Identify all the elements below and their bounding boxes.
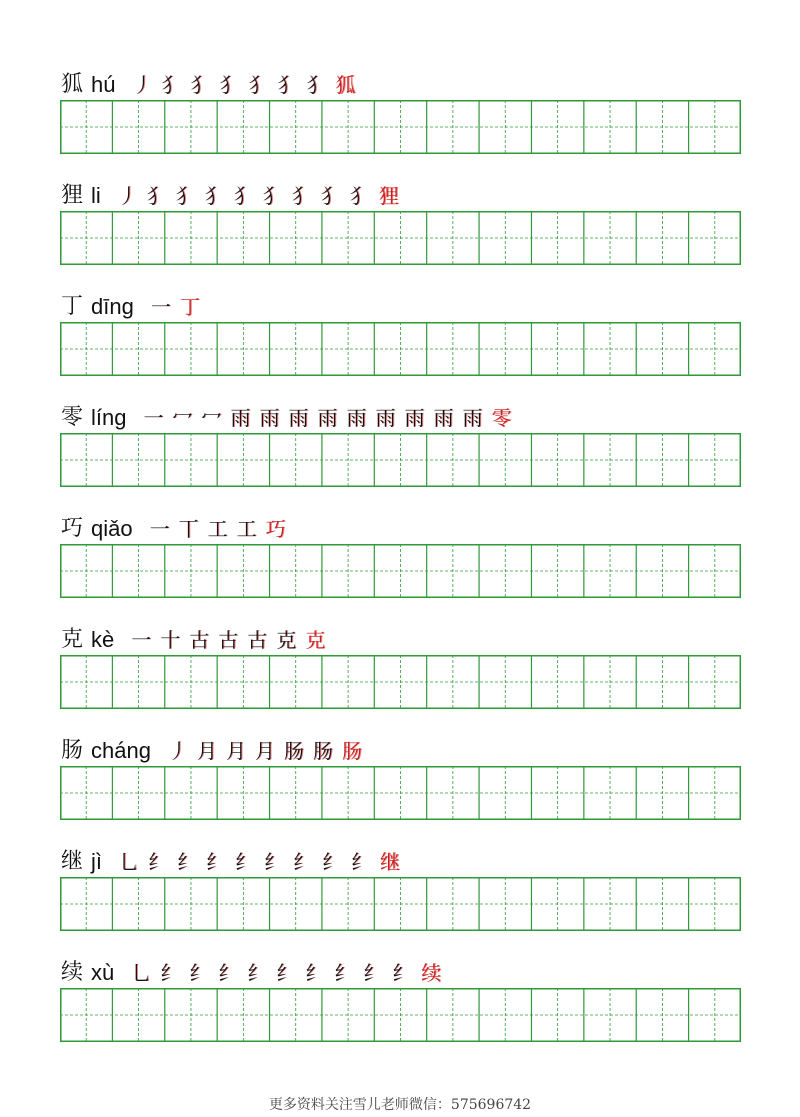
pinyin-label: dīng [91,294,134,319]
stroke-step: 古 [189,628,210,652]
stroke-step: 巧 [265,517,286,541]
character-header [61,391,515,431]
stroke-order [130,72,359,98]
stroke-step: 纟 [177,850,198,874]
stroke-step: 纟 [363,961,384,985]
stroke-step: 乚 [131,961,152,985]
hanzi-label: 肠 [61,738,84,763]
stroke-step: 月 [225,739,246,763]
stroke-order [128,627,328,653]
stroke-step: 犭 [146,184,167,208]
stroke-step: 肠 [312,739,333,763]
stroke-step: 犭 [277,73,298,97]
stroke-step: 纟 [276,961,297,985]
practice-grid[interactable] [60,100,741,154]
stroke-order [165,738,365,764]
stroke-step: 丁 [179,295,200,319]
pinyin-label: qiǎo [91,516,133,541]
stroke-step: 雨 [259,406,280,430]
stroke-step: 雨 [346,406,367,430]
stroke-step: 狸 [378,184,399,208]
stroke-step: 狐 [335,73,356,97]
stroke-step: 纟 [148,850,169,874]
stroke-step: 肠 [283,739,304,763]
stroke-step: 犭 [190,73,211,97]
stroke-step: 犭 [161,73,182,97]
pinyin-label: líng [91,405,127,430]
stroke-step: 犭 [320,184,341,208]
stroke-step: 纟 [322,850,343,874]
stroke-step: 纟 [305,961,326,985]
stroke-step: 纟 [160,961,181,985]
stroke-step: 犭 [175,184,196,208]
practice-grid[interactable] [60,655,741,709]
character-header [61,280,203,320]
character-header [61,58,359,98]
footer-note: 更多资料关注雪儿老师微信：575696742 [268,1097,532,1113]
stroke-step: 纟 [206,850,227,874]
stroke-step: 工 [236,517,257,541]
stroke-step: 纟 [264,850,285,874]
stroke-step: 犭 [233,184,254,208]
stroke-step: 工 [207,517,228,541]
stroke-step: 纟 [293,850,314,874]
stroke-step: 纟 [218,961,239,985]
character-header [61,946,444,986]
character-header [61,502,289,542]
practice-grid[interactable] [60,766,741,820]
stroke-order [115,183,402,209]
stroke-step: 纟 [247,961,268,985]
stroke-step: 雨 [317,406,338,430]
stroke-step: 一 [150,295,171,319]
stroke-step: 雨 [288,406,309,430]
stroke-step: 犭 [306,73,327,97]
hanzi-label: 狐 [61,72,84,97]
stroke-step: 丿 [117,184,138,208]
stroke-step: 肠 [341,739,362,763]
pinyin-label: xù [91,960,115,985]
character-header [61,724,365,764]
pinyin-label: kè [91,627,115,652]
character-header [61,613,328,653]
practice-grid[interactable] [60,988,741,1042]
stroke-step: 月 [254,739,275,763]
stroke-step: 雨 [462,406,483,430]
stroke-order [141,405,515,431]
hanzi-label: 继 [61,849,84,874]
stroke-step: 丿 [132,73,153,97]
stroke-step: 克 [305,628,326,652]
stroke-order [128,960,444,986]
practice-grid[interactable] [60,322,741,376]
stroke-step: 十 [160,628,181,652]
character-header [61,169,402,209]
practice-grid[interactable] [60,433,741,487]
stroke-order [116,849,403,875]
stroke-step: 冖 [201,406,222,430]
hanzi-label: 巧 [61,516,84,541]
stroke-step: 月 [196,739,217,763]
stroke-step: 克 [276,628,297,652]
stroke-step: 雨 [230,406,251,430]
stroke-step: 纟 [235,850,256,874]
stroke-step: 乚 [119,850,140,874]
pinyin-label: cháng [91,738,151,763]
stroke-step: 丿 [167,739,188,763]
stroke-step: 纟 [189,961,210,985]
stroke-step: 雨 [375,406,396,430]
stroke-step: 纟 [334,961,355,985]
stroke-step: 冖 [172,406,193,430]
stroke-step: 古 [218,628,239,652]
stroke-step: 古 [247,628,268,652]
stroke-step: 犭 [262,184,283,208]
stroke-step: 纟 [351,850,372,874]
stroke-step: 继 [380,850,401,874]
stroke-step: 犭 [291,184,312,208]
stroke-step: 雨 [433,406,454,430]
hanzi-label: 续 [61,960,84,985]
pinyin-label: hú [91,72,116,97]
stroke-step: 犭 [349,184,370,208]
character-header [61,835,403,875]
practice-grid[interactable] [60,211,741,265]
hanzi-label: 丁 [61,294,84,319]
stroke-step: 一 [131,628,152,652]
stroke-step: 续 [421,961,442,985]
stroke-step: 丅 [178,517,199,541]
practice-grid[interactable] [60,544,741,598]
stroke-step: 纟 [392,961,413,985]
practice-grid[interactable] [60,877,741,931]
stroke-step: 犭 [219,73,240,97]
pinyin-label: li [91,183,101,208]
hanzi-label: 克 [61,627,84,652]
stroke-step: 犭 [248,73,269,97]
pinyin-label: jì [91,849,103,874]
stroke-step: 雨 [404,406,425,430]
stroke-step: 一 [149,517,170,541]
stroke-order [147,516,289,542]
stroke-order [148,294,203,320]
stroke-step: 一 [143,406,164,430]
hanzi-label: 零 [61,405,84,430]
hanzi-label: 狸 [61,183,84,208]
stroke-step: 犭 [204,184,225,208]
stroke-step: 零 [491,406,512,430]
